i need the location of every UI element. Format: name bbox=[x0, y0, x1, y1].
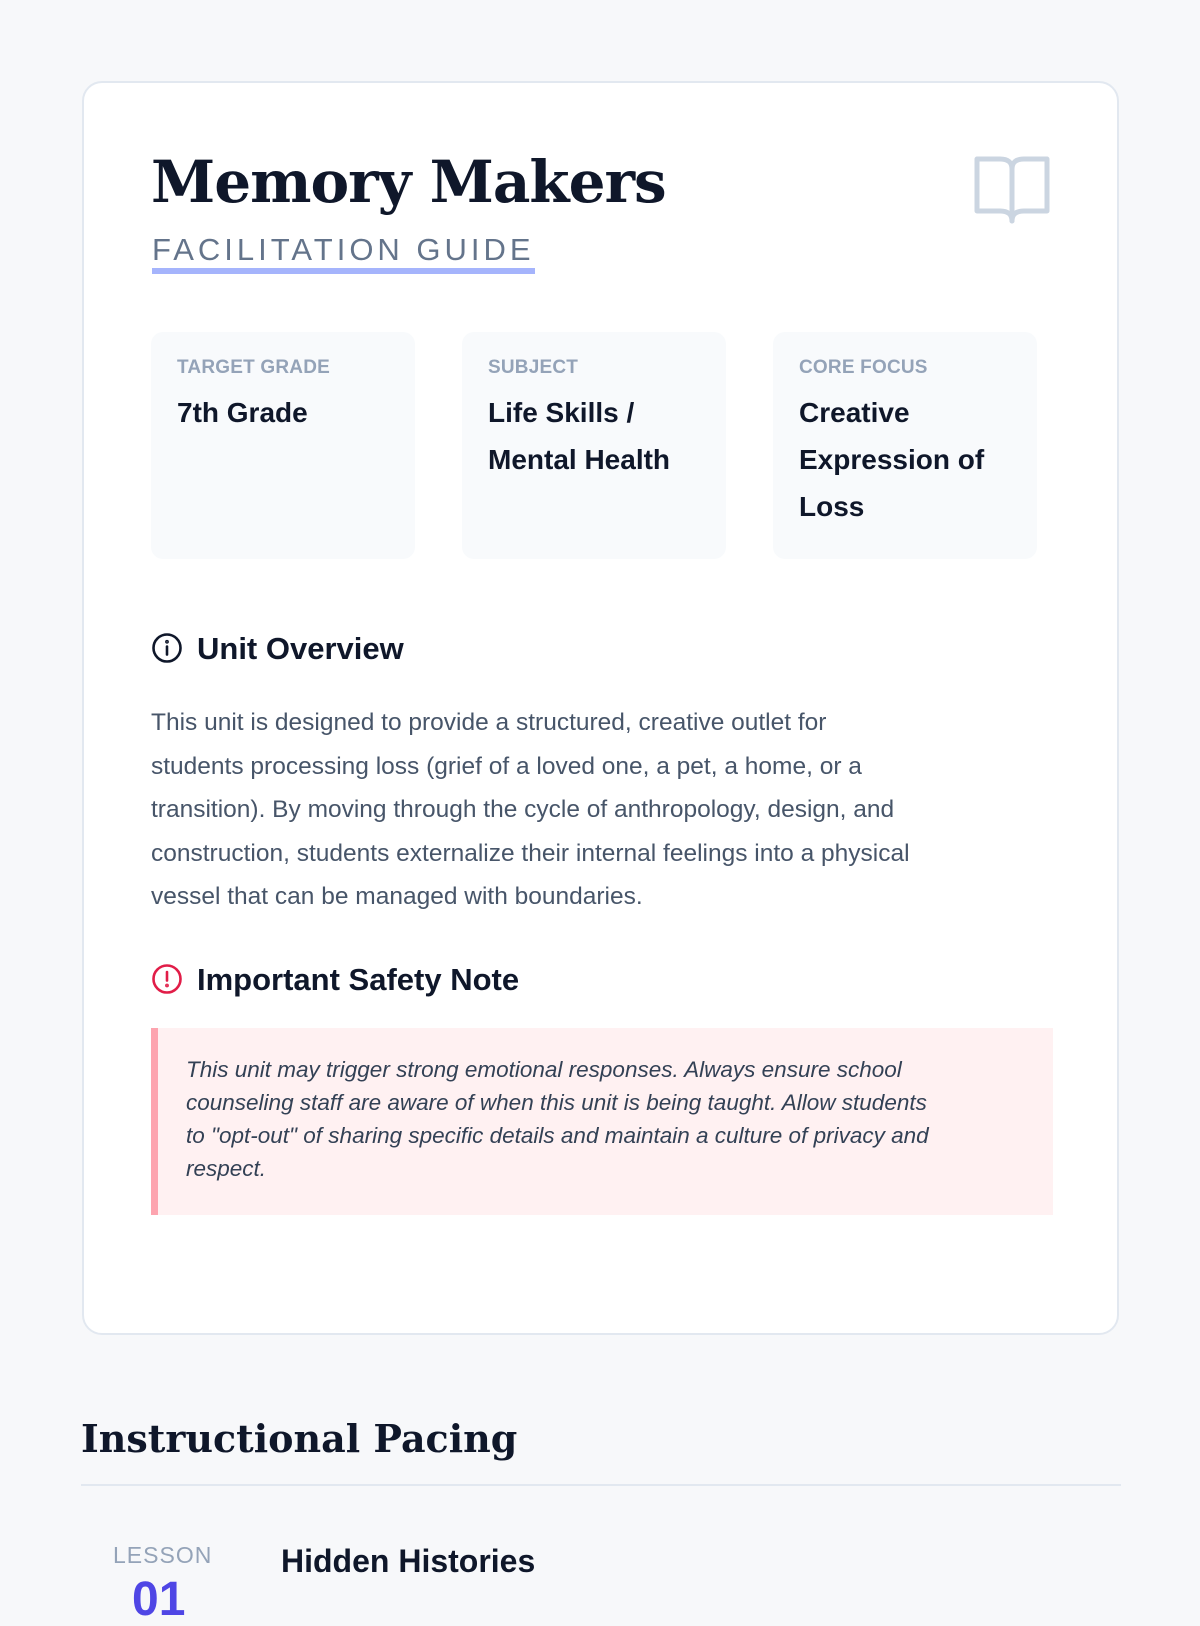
safety-line: respect. bbox=[186, 1156, 267, 1181]
book-open-icon bbox=[974, 155, 1050, 225]
info-icon bbox=[151, 632, 183, 664]
page-title: Memory Makers bbox=[151, 148, 666, 216]
meta-core-focus bbox=[773, 332, 1037, 559]
overview-line: vessel that can be managed with boundaries. bbox=[151, 883, 643, 910]
meta-label: SUBJECT bbox=[488, 357, 579, 378]
section-divider bbox=[81, 1484, 1121, 1486]
unit-card bbox=[82, 81, 1119, 1335]
unit-overview-heading bbox=[151, 632, 404, 664]
lesson-number: 01 bbox=[132, 1573, 186, 1626]
instructional-pacing-title: Instructional Pacing bbox=[81, 1416, 518, 1461]
meta-value: Life Skills / bbox=[488, 396, 635, 428]
overview-line: transition). By moving through the cycle of anthropology, design, and bbox=[151, 796, 895, 823]
overview-line: construction, students externalize their internal feelings into a physical bbox=[151, 839, 910, 867]
meta-target-grade bbox=[151, 332, 415, 559]
page-subtitle: FACILITATION GUIDE bbox=[152, 233, 535, 274]
lesson-title[interactable]: Hidden Histories bbox=[281, 1543, 536, 1579]
safety-note-heading bbox=[151, 963, 519, 995]
meta-value: Loss bbox=[799, 490, 865, 522]
overview-line: students processing loss (grief of a loved one, a pet, a home, or a bbox=[151, 752, 862, 780]
unit-overview-title: Unit Overview bbox=[197, 630, 404, 666]
meta-label: CORE FOCUS bbox=[799, 357, 928, 378]
meta-value: Expression of bbox=[799, 443, 985, 475]
meta-subject bbox=[462, 332, 726, 559]
lesson-label: LESSON bbox=[113, 1542, 213, 1568]
safety-line: to "opt-out" of sharing specific details and maintain a culture of privacy and bbox=[186, 1123, 929, 1148]
meta-value: Creative bbox=[799, 396, 910, 428]
safety-note-callout bbox=[151, 1028, 1053, 1215]
meta-value: 7th Grade bbox=[177, 396, 308, 428]
safety-line: This unit may trigger strong emotional responses. Always ensure school bbox=[186, 1057, 902, 1082]
safety-line: counseling staff are aware of when this unit is being taught. Allow students bbox=[186, 1090, 927, 1115]
unit-overview-text bbox=[151, 701, 1051, 919]
meta-label: TARGET GRADE bbox=[177, 357, 330, 378]
alert-circle-icon bbox=[151, 963, 183, 995]
safety-note-text bbox=[186, 1053, 1027, 1185]
overview-line: This unit is designed to provide a structured, creative outlet for bbox=[151, 709, 827, 736]
safety-note-title: Important Safety Note bbox=[197, 961, 520, 997]
meta-value: Mental Health bbox=[488, 443, 671, 475]
